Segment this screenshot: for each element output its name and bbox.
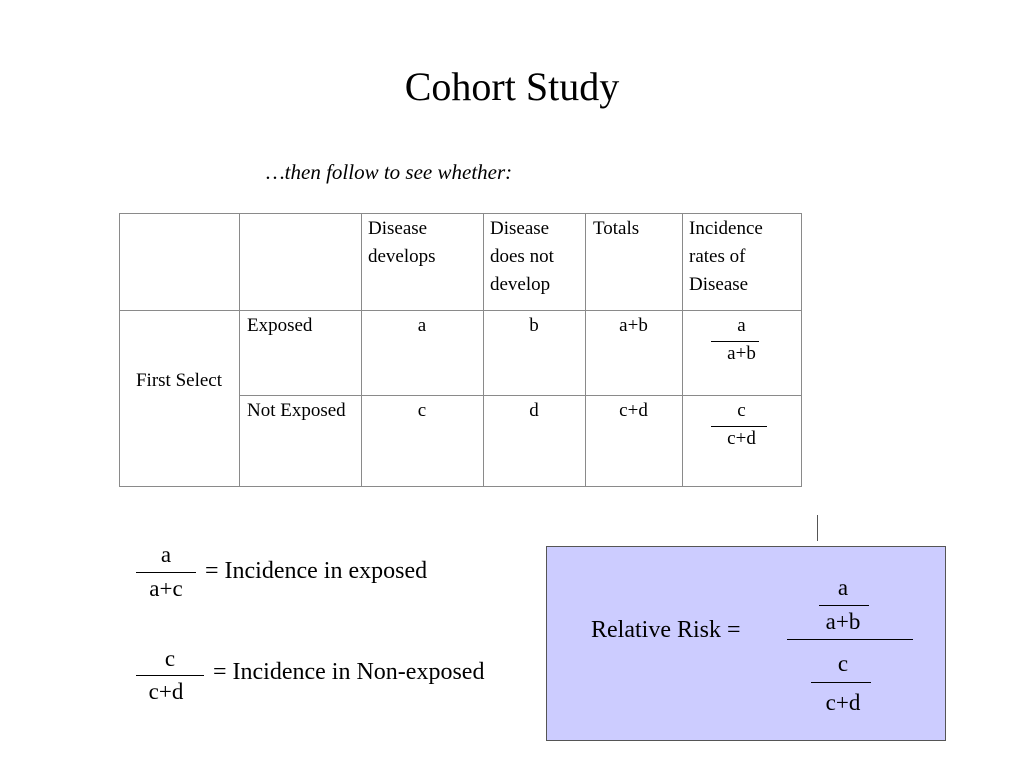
- rr-top-denominator: a+b: [825, 609, 861, 634]
- relative-risk-box: [546, 546, 946, 741]
- fraction-bar: [136, 572, 196, 573]
- formula-non-exposed-numerator: c: [164, 646, 176, 671]
- header-incidence: Incidence rates of Disease: [689, 218, 763, 295]
- connector-line: [817, 515, 818, 541]
- row-label-exposed: Exposed: [247, 315, 313, 336]
- formula-exposed-text: = Incidence in exposed: [205, 558, 428, 584]
- table-divider: [585, 213, 586, 487]
- cell-not-exposed-develops: c: [417, 400, 427, 421]
- table-divider: [361, 213, 362, 487]
- table-divider: [119, 310, 802, 311]
- page-title: Cohort Study: [404, 64, 620, 109]
- table-border-left: [119, 213, 120, 487]
- table-border-bottom: [119, 486, 802, 487]
- header-disease-not-develop: Disease does not develop: [490, 218, 554, 295]
- table-divider: [483, 213, 484, 487]
- table-border-right: [801, 213, 802, 487]
- rr-bottom-numerator: c: [837, 651, 849, 676]
- table-divider: [239, 395, 802, 396]
- cell-exposed-rate-denominator: a+b: [727, 343, 756, 364]
- cell-exposed-rate-numerator: a: [737, 315, 746, 336]
- table-border-top: [119, 213, 802, 214]
- main-fraction-bar: [787, 639, 913, 640]
- rr-top-numerator: a: [837, 575, 849, 600]
- cell-exposed-not-develop: b: [529, 315, 539, 336]
- header-totals: Totals: [593, 218, 640, 239]
- fraction-bar: [819, 605, 869, 606]
- cell-not-exposed-total: c+d: [619, 400, 648, 421]
- cell-not-exposed-not-develop: d: [529, 400, 539, 421]
- cell-not-exposed-rate-numerator: c: [737, 400, 746, 421]
- fraction-bar: [811, 682, 871, 683]
- cell-exposed-total: a+b: [619, 315, 648, 336]
- row-label-not-exposed: Not Exposed: [247, 400, 346, 421]
- formula-non-exposed-text: = Incidence in Non-exposed: [213, 659, 485, 685]
- cell-exposed-develops: a: [417, 315, 427, 336]
- subtitle: …then follow to see whether:: [266, 160, 513, 184]
- cohort-table: [119, 213, 802, 487]
- table-divider: [239, 213, 240, 487]
- fraction-bar: [136, 675, 204, 676]
- header-disease-develops: Disease develops: [368, 218, 436, 267]
- cell-not-exposed-rate-denominator: c+d: [727, 428, 756, 449]
- rr-bottom-denominator: c+d: [825, 690, 861, 715]
- formula-non-exposed-denominator: c+d: [148, 679, 184, 704]
- row-group-label: First Select: [135, 370, 223, 391]
- relative-risk-label: Relative Risk =: [591, 617, 741, 643]
- formula-exposed-denominator: a+c: [149, 576, 183, 601]
- formula-exposed-numerator: a: [160, 542, 172, 567]
